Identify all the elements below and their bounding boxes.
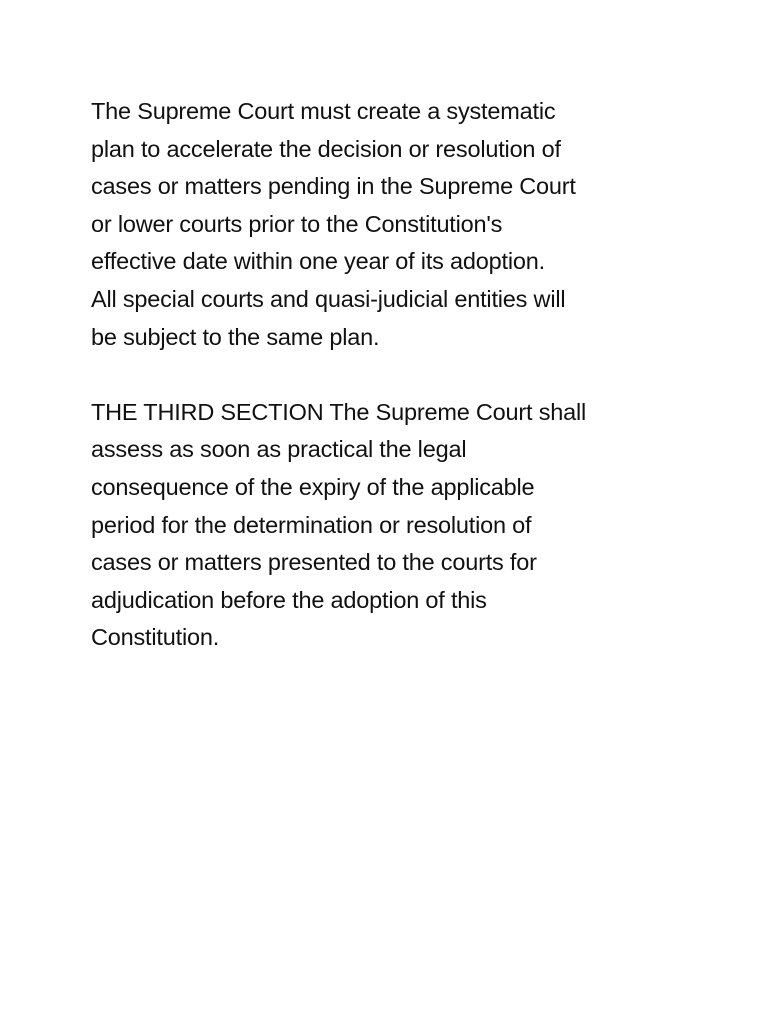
paragraph-line: consequence of the expiry of the applicable <box>91 473 535 500</box>
paragraph-line: cases or matters pending in the Supreme Court <box>91 173 576 200</box>
paragraph-line: Constitution. <box>91 624 220 651</box>
paragraph-line: cases or matters presented to the courts for <box>91 549 537 576</box>
document-body <box>91 93 711 657</box>
paragraph-line: The Supreme Court must create a systematic <box>91 98 556 124</box>
paragraph-line: or lower courts prior to the Constitution's <box>91 210 503 237</box>
paragraph-line: be subject to the same plan. <box>91 323 380 350</box>
paragraph-line: effective date within one year of its adoption. <box>91 248 545 275</box>
paragraph-line: All special courts and quasi-judicial entities will <box>91 285 566 312</box>
paragraph-line: THE THIRD SECTION The Supreme Court shall <box>91 398 587 425</box>
paragraph-line: assess as soon as practical the legal <box>91 436 467 463</box>
paragraph-spacer <box>91 356 711 394</box>
paragraph-line: adjudication before the adoption of this <box>91 586 487 613</box>
paragraph-line: plan to accelerate the decision or resolution of <box>91 135 561 162</box>
paragraph-2 <box>91 394 711 657</box>
paragraph-1 <box>91 93 711 356</box>
paragraph-line: period for the determination or resolution of <box>91 511 532 538</box>
